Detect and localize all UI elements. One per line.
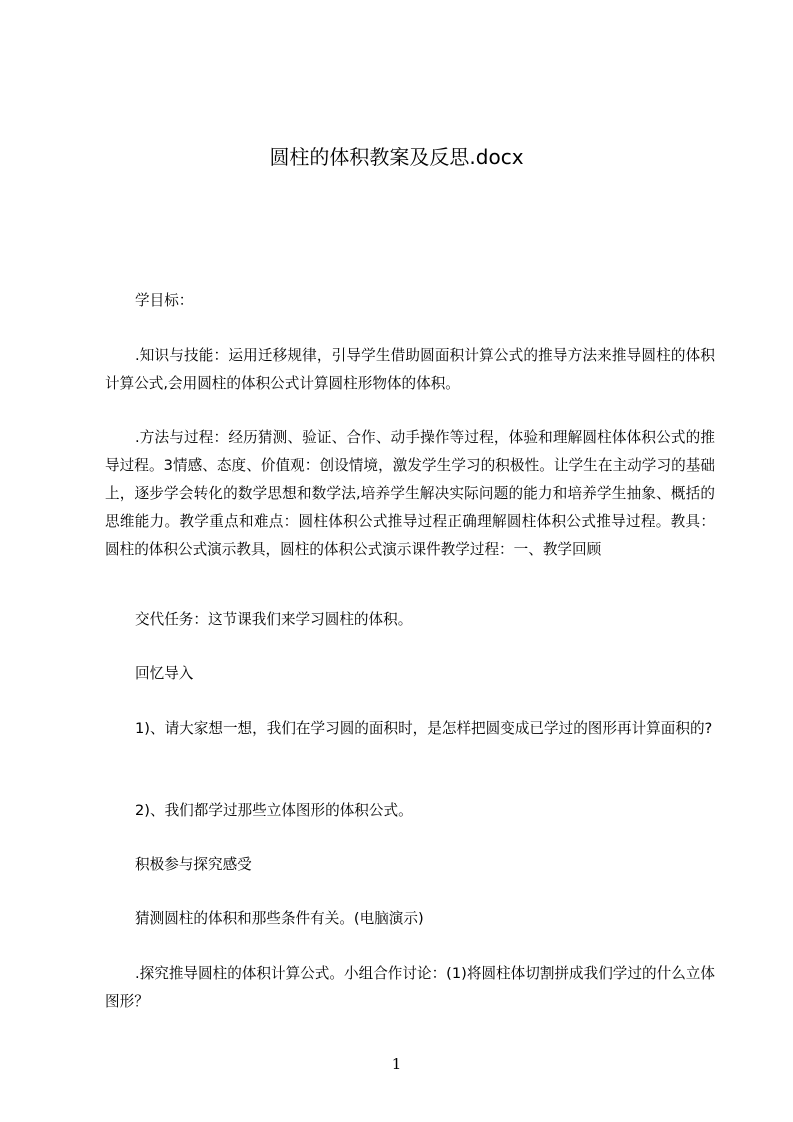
paragraph-task: 交代任务：这节课我们来学习圆柱的体积。 bbox=[135, 611, 413, 628]
paragraph-objectives-heading: 学目标： bbox=[135, 292, 194, 309]
paragraph-methods-process: .方法与过程：经历猜测、验证、合作、动手操作等过程，体验和理解圆柱体体积公式的推导过程。3情感、态度、价值观：创设情境，激发学生学习的积极性。让学生在主动学习的基础上，逐步学会转化的数学思想和数学法,培养学生解决实际问题的能力和培养学生抽象、概括的思维能力。教学重点和难点：圆柱体积公式推导过程正确理解圆柱体积公式推导过程。教具：圆柱的体积公式演示教具，圆柱的体积公式演示课件教学过程：一、教学回顾 bbox=[105, 429, 715, 558]
paragraph-question-1: 1)、请大家想一想，我们在学习圆的面积时，是怎样把圆变成已学过的图形再计算面积的? bbox=[135, 720, 713, 737]
paragraph-question-2: 2)、我们都学过那些立体图形的体积公式。 bbox=[135, 802, 413, 819]
paragraph-knowledge-skills: .知识与技能：运用迁移规律，引导学生借助圆面积计算公式的推导方法来推导圆柱的体积计算公式,会用圆柱的体积公式计算圆柱形物体的体积。 bbox=[105, 347, 715, 392]
paragraph-recall-intro: 回忆导入 bbox=[135, 665, 194, 682]
paragraph-explore-formula: .探究推导圆柱的体积计算公式。小组合作讨论：(1)将圆柱体切割拼成我们学过的什么立体图形？ bbox=[105, 965, 715, 1010]
page-number: 1 bbox=[391, 1055, 402, 1073]
paragraph-guess: 猜测圆柱的体积和那些条件有关。(电脑演示) bbox=[135, 910, 424, 927]
document-title: 圆柱的体积教案及反思.docx bbox=[269, 145, 524, 169]
paragraph-explore-heading: 积极参与探究感受 bbox=[135, 856, 252, 873]
